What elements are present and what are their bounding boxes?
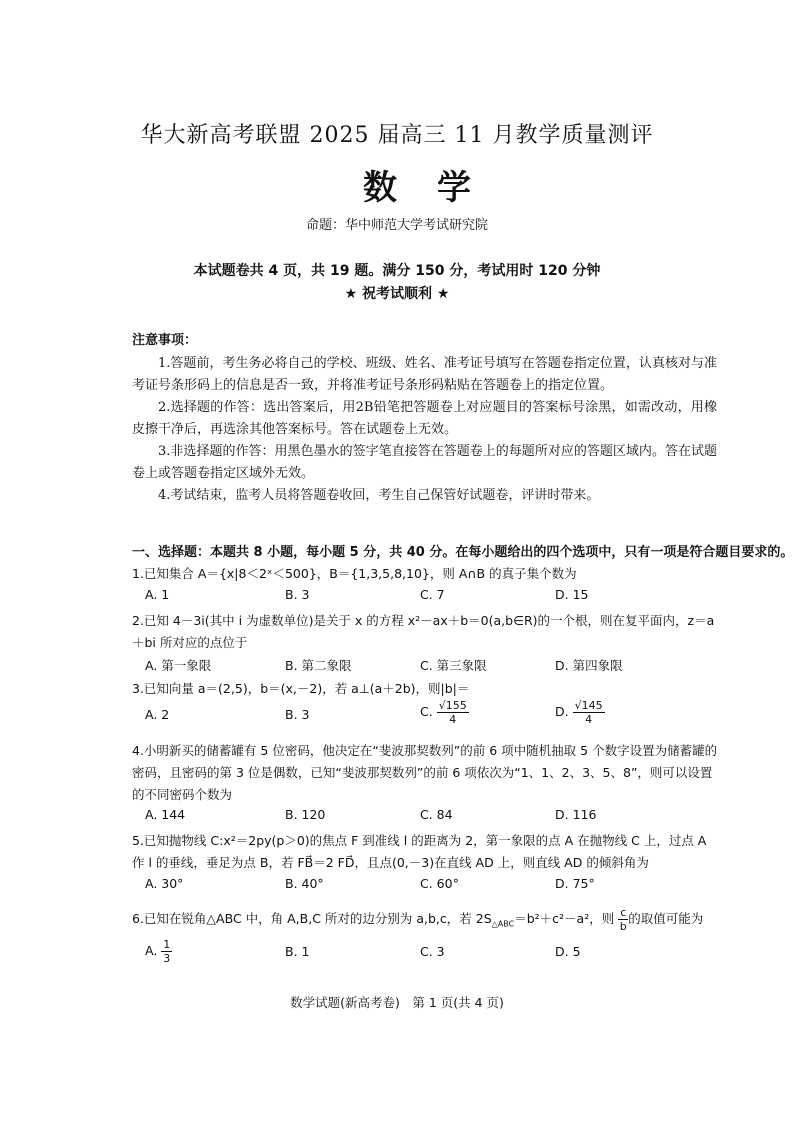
notice-item: 3.非选择题的作答：用黑色墨水的签字笔直接答在答题卷上的每题所对应的答题区域内。答在试题卷上或答题卷指定区域外无效。 [132, 444, 717, 481]
q4-option-a: A. 144 [145, 807, 186, 822]
fraction-denominator: 4 [585, 713, 593, 726]
q1-option-c: C. 7 [420, 587, 445, 602]
question-2-stem: 2.已知 4－3i(其中 i 为虚数单位)是关于 x 的方程 x²－ax＋b＝0(a,b∈R)的一个根，则在复平面内，z＝a＋bi 所对应的点位于 [132, 613, 715, 650]
notice-item: 1.答题前，考生务必将自己的学校、班级、姓名、准考证号填写在答题卷指定位置，认真核对与准考证号条形码上的信息是否一致，并将准考证号条形码粘贴在答题卷上的指定位置。 [132, 356, 717, 393]
q2-option-d: D. 第四象限 [555, 658, 623, 673]
q6-stem-subscript: △ABC [491, 919, 515, 929]
q5-option-a: A. 30° [145, 876, 184, 891]
question-5-stem: 5.已知抛物线 C:x²＝2py(p＞0)的焦点 F 到准线 l 的距离为 2，第一象限的点 A 在抛物线 C 上，过点 A 作 l 的垂线，垂足为点 B，若 FB⃗＝2 FD⃗，且点(0,－3)在直线 AD 上，则直线 AD 的倾斜角为 [132, 833, 707, 870]
question-6-stem [132, 906, 722, 936]
q3-option-a: A. 2 [145, 707, 170, 722]
fraction-numerator: 1 [163, 938, 171, 951]
notice-item: 4.考试结束，监考人员将答题卷收回，考生自己保管好试题卷，评讲时带来。 [158, 488, 600, 503]
q6-option-a-fraction [161, 938, 172, 965]
q3-option-d [555, 699, 605, 726]
q2-option-a: A. 第一象限 [145, 658, 212, 673]
q5-option-b: B. 40° [285, 876, 324, 891]
notice-heading: 注意事项： [132, 333, 198, 348]
fraction-numerator: c [620, 906, 627, 919]
q1-option-b: B. 3 [285, 587, 310, 602]
page-footer: 数学试题(新高考卷) 第 1 页(共 4 页) [290, 995, 504, 1010]
fraction-denominator: 3 [163, 952, 171, 965]
q3-option-d-fraction [573, 699, 605, 726]
q1-option-d: D. 15 [555, 587, 589, 602]
q3-option-c-label: C. [420, 704, 433, 719]
q6-stem-part: ＝b²＋c²－a²，则 [514, 911, 615, 926]
q6-option-c: C. 3 [420, 944, 445, 959]
section-heading: 一、选择题：本题共 8 小题，每小题 5 分，共 40 分。在每小题给出的四个选项中，只有一项是符合题目要求的。 [132, 545, 794, 560]
fraction-denominator: 4 [449, 713, 457, 726]
fraction-numerator: √145 [574, 699, 603, 712]
exam-info: 本试题卷共 4 页，共 19 题。满分 150 分，考试用时 120 分钟 [193, 263, 601, 279]
q3-option-d-label: D. [555, 704, 569, 719]
q4-option-b: B. 120 [285, 807, 326, 822]
good-luck-line: ★ 祝考试顺利 ★ [344, 286, 450, 302]
question-3-stem: 3.已知向量 a＝(2,5)，b＝(x,－2)，若 a⊥(a＋2b)，则|b|＝ [132, 681, 470, 696]
q2-option-c: C. 第三象限 [420, 658, 487, 673]
question-4-stem: 4.小明新买的储蓄罐有 5 位密码，他决定在“斐波那契数列”的前 6 项中随机抽取 5 个数字设置为储蓄罐的密码，且密码的第 3 位是偶数，已知“斐波那契数列”的前 6 项依次为“1、1、2、3、5、8”，则可以设置的不同密码个数为 [132, 743, 718, 802]
q5-option-d: D. 75° [555, 876, 595, 891]
q6-option-a [145, 938, 172, 965]
q6-stem-part: 6.已知在锐角△ABC 中，角 A,B,C 所对的边分别为 a,b,c，若 2S [132, 911, 492, 926]
q2-option-b: B. 第二象限 [285, 658, 352, 673]
q3-option-b: B. 3 [285, 707, 310, 722]
notice-item: 2.选择题的作答：选出答案后，用2B铅笔把答题卷上对应题目的答案标号涂黑，如需改动，用橡皮擦干净后，再选涂其他答案标号。答在试题卷上无效。 [132, 400, 717, 437]
q6-stem-fraction [618, 906, 628, 933]
q5-option-c: C. 60° [420, 876, 459, 891]
fraction-numerator: √155 [438, 699, 467, 712]
exam-title: 华大新高考联盟 2025 届高三 11 月教学质量测评 [140, 123, 654, 148]
q1-option-a: A. 1 [145, 587, 170, 602]
q6-option-b: B. 1 [285, 944, 310, 959]
question-1-stem: 1.已知集合 A＝{x|8＜2ˣ＜500}，B＝{1,3,5,8,10}，则 A∩B 的真子集个数为 [132, 566, 577, 581]
q3-option-c [420, 699, 469, 726]
q4-option-d: D. 116 [555, 807, 597, 822]
fraction-denominator: b [619, 920, 627, 933]
q6-stem-part: 的取值可能为 [628, 911, 704, 926]
q3-option-c-fraction [437, 699, 469, 726]
subject-title: 数学 [363, 168, 511, 208]
author-line: 命题：华中师范大学考试研究院 [305, 218, 488, 233]
q6-option-a-label: A. [145, 943, 158, 958]
q4-option-c: C. 84 [420, 807, 453, 822]
q6-option-d: D. 5 [555, 944, 581, 959]
